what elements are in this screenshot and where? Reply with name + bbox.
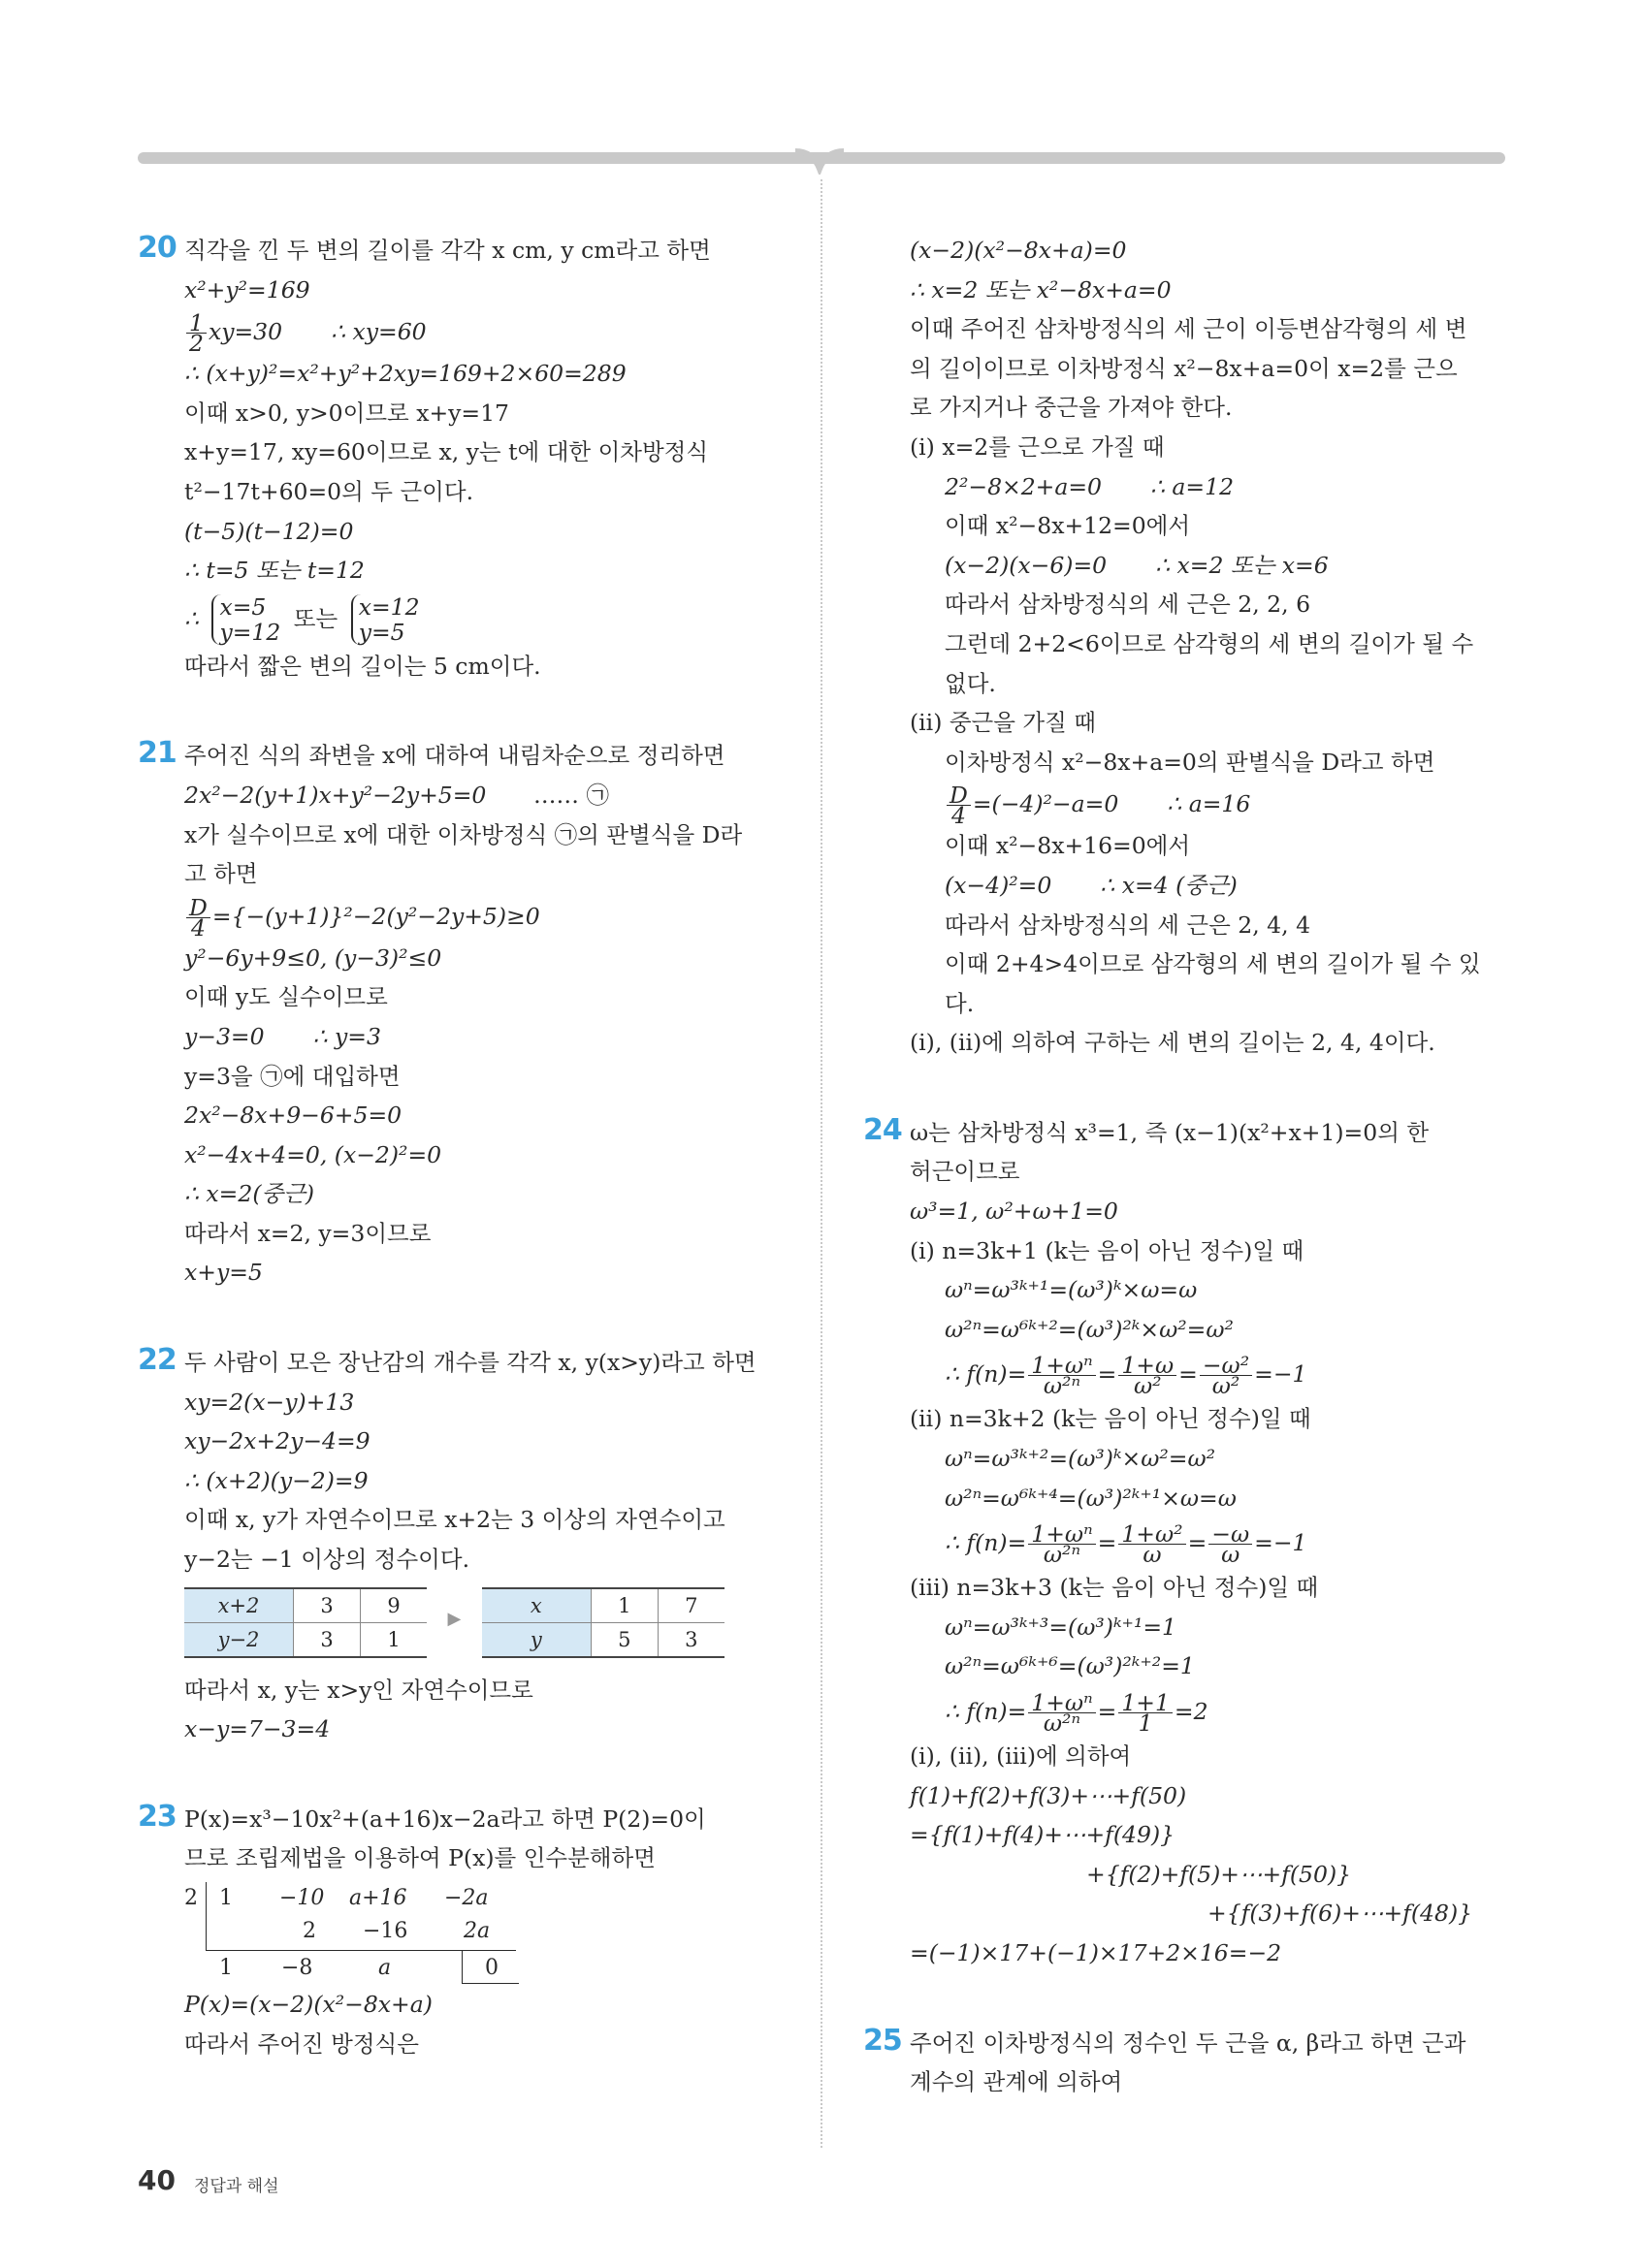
text-line: 그런데 2+2<6이므로 삼각형의 세 변의 길이가 될 수 — [945, 629, 1474, 657]
equation: ∴ (x+2)(y−2)=9 — [184, 1466, 369, 1494]
cases-bracket: x=5 y=12 — [211, 594, 280, 645]
text-line: y−2는 −1 이상의 정수이다. — [184, 1546, 470, 1574]
text-line: 따라서 삼차방정식의 세 근은 2, 4, 4 — [945, 910, 1311, 939]
text-line: 없다. — [945, 669, 996, 697]
text-line: 두 사람이 모은 장난감의 개수를 각각 x, y(x>y)라고 하면 — [184, 1349, 757, 1377]
problem-number: 24 — [863, 1112, 902, 1147]
equation: +{f(2)+f(5)+⋯+f(50)} — [1086, 1860, 1352, 1888]
equation: 2²−8×2+a=0 ∴ a=12 — [945, 472, 1235, 500]
page-number: 40 — [138, 2164, 176, 2196]
fraction: $\frac{D}{4}$ — [947, 785, 971, 825]
problem-number: 21 — [138, 736, 177, 771]
equation: $\frac{1}{2}$ xy=30 ∴ xy=60 — [138, 309, 797, 354]
top-bar-notch — [795, 145, 844, 175]
case-heading: (ⅱ) 중근을 가질 때 — [910, 709, 1096, 737]
right-column — [863, 231, 1508, 2102]
table-xy-values: x 1 7 y 5 3 — [482, 1587, 724, 1658]
equation: xy−2x+2y−4=9 — [184, 1427, 370, 1455]
text-line: 허근이므로 — [910, 1158, 1020, 1186]
equation: (x−2)(x−6)=0 ∴ x=2 또는 x=6 — [945, 551, 1329, 579]
case-heading: (ⅰ) x=2를 근으로 가질 때 — [910, 432, 1165, 461]
equation: $\frac{D}{4}$ ={−(y+1)}²−2(y²−2y+5)≥0 — [138, 894, 797, 939]
equation: ∴ t=5 또는 t=12 — [184, 557, 365, 585]
equation: x+y=5 — [184, 1259, 263, 1287]
text-line: 이때 x, y가 자연수이므로 x+2는 3 이상의 자연수이고 — [184, 1506, 725, 1534]
equation: ω²ⁿ=ω⁶ᵏ⁺²=(ω³)²ᵏ×ω²=ω² — [945, 1315, 1234, 1343]
text-line: 이때 y도 실수이므로 — [184, 983, 388, 1011]
equation: 2x²−2(y+1)x+y²−2y+5=0 …… ㉠ — [184, 781, 609, 809]
text-line: 따라서 짧은 변의 길이는 5 cm이다. — [184, 652, 541, 680]
equation: (t−5)(t−12)=0 — [184, 517, 354, 545]
text-line: 따라서 x=2, y=3이므로 — [184, 1219, 432, 1247]
text-line: 이때 x²−8x+12=0에서 — [945, 512, 1191, 540]
problem-25 — [863, 2024, 1508, 2102]
text-line: 주어진 식의 좌변을 x에 대하여 내림차순으로 정리하면 — [184, 742, 725, 770]
cases-bracket: x=12 y=5 — [351, 594, 420, 645]
left-column — [138, 231, 797, 2063]
equation: ω²ⁿ=ω⁶ᵏ⁺⁴=(ω³)²ᵏ⁺¹×ω=ω — [945, 1484, 1237, 1512]
text-line: 계수의 관계에 의하여 — [910, 2068, 1123, 2096]
problem-24 — [863, 1113, 1508, 1973]
synthetic-divisor: 2 — [184, 1886, 198, 1910]
text-line: (ⅰ), (ⅱ), (ⅲ)에 의하여 — [910, 1742, 1132, 1770]
fraction: $\frac{1}{2}$ — [186, 313, 207, 353]
page-section-label: 정답과 해설 — [194, 2177, 279, 2196]
case-heading: (ⅰ) n=3k+1 (k는 음이 아닌 정수)일 때 — [910, 1236, 1304, 1264]
equation: ={f(1)+f(4)+⋯+f(49)} — [910, 1821, 1175, 1849]
text-line: 므로 조립제법을 이용하여 P(x)를 인수분해하면 — [184, 1844, 656, 1872]
equation-fraction: ∴ f(n)= $\frac{\text{1+ωⁿ}}{\text{ω²ⁿ}}$ = $\frac{1+\omega}{\text{ω²}}$ = $\frac{\text{−ω²}}{\text{ω²}}$ =−1 — [945, 1352, 1307, 1400]
arrow-right-icon: ▶ — [447, 1608, 462, 1629]
text-line: 의 길이이므로 이차방정식 x²−8x+a=0이 x=2를 근으 — [910, 354, 1458, 382]
equation: ω²ⁿ=ω⁶ᵏ⁺⁶=(ω³)²ᵏ⁺²=1 — [945, 1652, 1195, 1680]
equation: =(−1)×17+(−1)×17+2×16=−2 — [910, 1938, 1282, 1966]
problem-20 — [138, 231, 797, 686]
text-line: P(x)=x³−10x²+(a+16)x−2a라고 하면 P(2)=0이 — [184, 1805, 706, 1833]
equation: f(1)+f(2)+f(3)+⋯+f(50) — [910, 1781, 1187, 1809]
text-line: 따라서 삼차방정식의 세 근은 2, 2, 6 — [945, 591, 1311, 619]
equation: x²+y²=169 — [184, 275, 310, 303]
equation-fraction: ∴ f(n)= $\frac{\text{1+ωⁿ}}{\text{ω²ⁿ}}$ = $\frac{1+1}{1}$ =2 — [945, 1689, 1208, 1737]
fraction: $\frac{D}{4}$ — [186, 898, 210, 938]
equation-fraction: ∴ f(n)= $\frac{\text{1+ωⁿ}}{\text{ω²ⁿ}}$ = $\frac{\text{1+ω²}}{\omega}$ = $\frac{-\omega}{\omega}$ =−1 — [945, 1520, 1307, 1569]
equation: x²−4x+4=0, (x−2)²=0 — [184, 1140, 442, 1168]
text-line: 따라서 주어진 방정식은 — [184, 2029, 419, 2058]
text-line: t²−17t+60=0의 두 근이다. — [184, 477, 474, 505]
problem-22 — [138, 1343, 797, 1749]
text-line: 다. — [945, 989, 975, 1017]
equation: $\frac{D}{4}$ =(−4)²−a=0 ∴ a=16 — [863, 782, 1508, 826]
problem-23-continued — [863, 231, 1508, 1063]
text-line: 로 가지거나 중근을 가져야 한다. — [910, 394, 1233, 422]
equation: ∴ (x+y)²=x²+y²+2xy=169+2×60=289 — [184, 360, 627, 388]
table-factor-pairs: x+2 3 9 y−2 3 1 — [184, 1587, 427, 1658]
value-tables — [138, 1580, 797, 1671]
equation: P(x)=(x−2)(x²−8x+a) — [184, 1991, 433, 2018]
equation: (x−4)²=0 ∴ x=4 (중근) — [945, 871, 1238, 899]
text-line: ω는 삼차방정식 x³=1, 즉 (x−1)(x²+x+1)=0의 한 — [910, 1118, 1430, 1146]
text-line: 따라서 x, y는 x>y인 자연수이므로 — [184, 1676, 533, 1704]
text-line: (ⅰ), (ⅱ)에 의하여 구하는 세 변의 길이는 2, 4, 4이다. — [910, 1029, 1435, 1057]
text-line: 이때 2+4>4이므로 삼각형의 세 변의 길이가 될 수 있 — [945, 950, 1481, 978]
equation: ωⁿ=ω³ᵏ⁺¹=(ω³)ᵏ×ω=ω — [945, 1276, 1198, 1304]
text-line: y=3을 ㉠에 대입하면 — [184, 1062, 401, 1090]
text-line: 주어진 이차방정식의 정수인 두 근을 α, β라고 하면 근과 — [910, 2028, 1466, 2057]
text-line: 이차방정식 x²−8x+a=0의 판별식을 D라고 하면 — [945, 748, 1435, 776]
text-line: x가 실수이므로 x에 대한 이차방정식 ㉠의 판별식을 D라 — [184, 820, 743, 848]
text-line: 직각을 낀 두 변의 길이를 각각 x cm, y cm라고 하면 — [184, 237, 711, 264]
equation: ω³=1, ω²+ω+1=0 — [910, 1198, 1118, 1226]
equation: x−y=7−3=4 — [184, 1715, 331, 1743]
text-line: 고 하면 — [184, 860, 258, 888]
equation: (x−2)(x²−8x+a)=0 — [910, 237, 1127, 264]
problem-23 — [138, 1800, 797, 2063]
equation: +{f(3)+f(6)+⋯+f(48)} — [1207, 1900, 1473, 1928]
problem-number: 22 — [138, 1343, 177, 1378]
equation: 2x²−8x+9−6+5=0 — [184, 1102, 402, 1130]
text-line: 이때 주어진 삼차방정식의 세 근이 이등변삼각형의 세 변 — [910, 315, 1467, 343]
equation: ∴ x=2 또는 x²−8x+a=0 — [910, 275, 1172, 303]
text-line: 이때 x>0, y>0이므로 x+y=17 — [184, 399, 510, 427]
problem-number: 25 — [863, 2023, 902, 2058]
problem-number: 23 — [138, 1799, 177, 1834]
equation: ωⁿ=ω³ᵏ⁺³=(ω³)ᵏ⁺¹=1 — [945, 1613, 1177, 1641]
problem-21 — [138, 736, 797, 1293]
text-line: 이때 x²−8x+16=0에서 — [945, 832, 1191, 860]
equation-cases: ∴ x=5 y=12 또는 x=12 y=5 — [184, 593, 420, 647]
problem-number: 20 — [138, 231, 177, 265]
equation: y−3=0 ∴ y=3 — [184, 1022, 381, 1050]
equation: xy=2(x−y)+13 — [184, 1388, 355, 1416]
equation: ∴ x=2(중근) — [184, 1180, 315, 1208]
column-divider — [821, 179, 822, 2148]
equation: ωⁿ=ω³ᵏ⁺²=(ω³)ᵏ×ω²=ω² — [945, 1445, 1216, 1473]
equation: y²−6y+9≤0, (y−3)²≤0 — [184, 943, 442, 972]
text-line: x+y=17, xy=60이므로 x, y는 t에 대한 이차방정식 — [184, 438, 709, 466]
case-heading: (ⅲ) n=3k+3 (k는 음이 아닌 정수)일 때 — [910, 1574, 1319, 1602]
case-heading: (ⅱ) n=3k+2 (k는 음이 아닌 정수)일 때 — [910, 1405, 1311, 1433]
synthetic-division: 2 1 −10 a+16 −2a 2 −16 2a 1 −8 a 0 — [184, 1878, 797, 1985]
